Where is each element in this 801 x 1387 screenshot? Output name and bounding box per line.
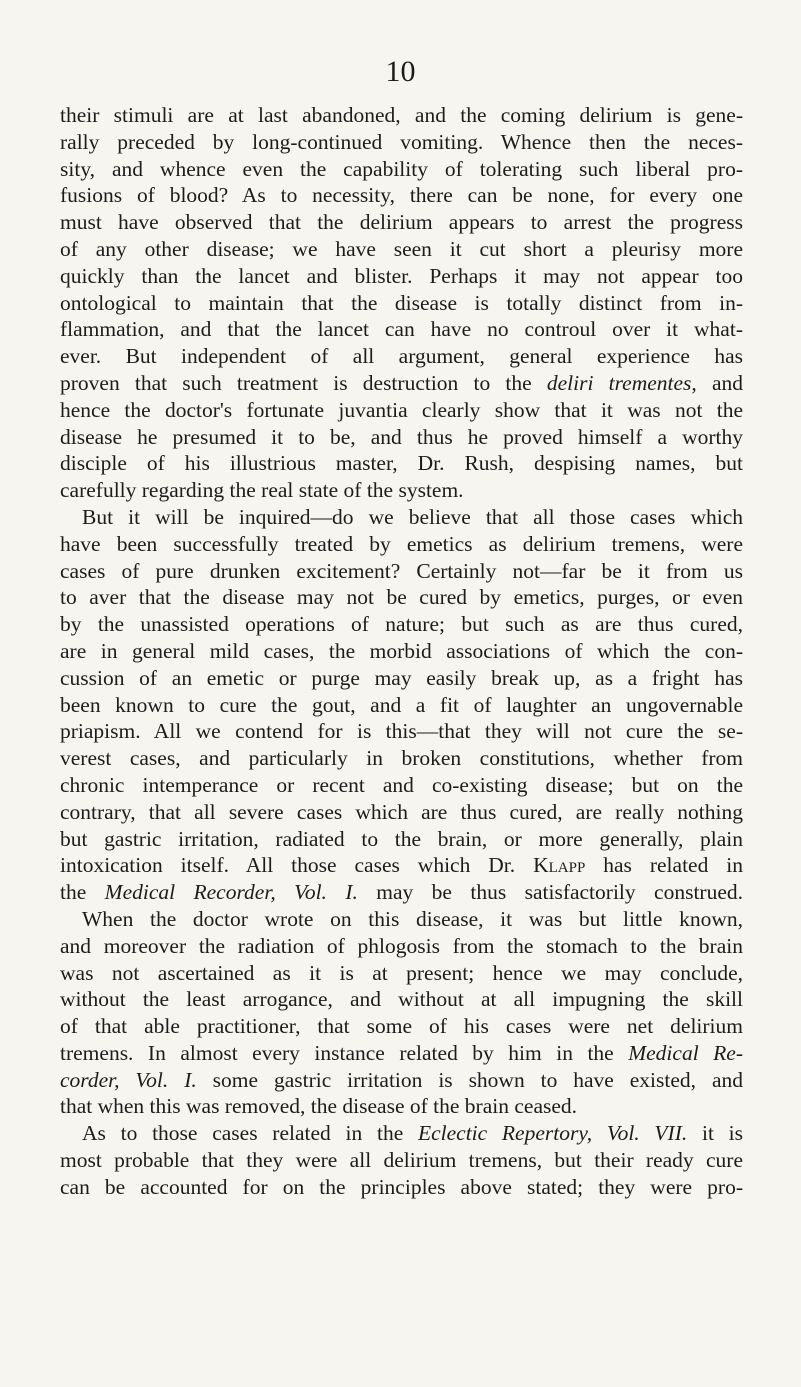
text-segment: , and [691,370,744,395]
text-line: rally preceded by long-continued vomiting. Whence then the neces- [60,129,743,154]
text-line: quickly than the lancet and blister. Perhaps it may not appear too [60,263,743,288]
text-line: verest cases, and particularly in broken constitutions, whether from [60,746,743,771]
text-segment: has related in [585,853,743,878]
text-line: When the doctor wrote on this disease, it was but little known, [82,906,743,931]
journal-citation: corder, Vol. I. [60,1067,197,1092]
text-line: contrary, that all severe cases which are thus cured, are really nothing [60,799,743,824]
text-line: to aver that the disease may not be cured by emetics, purges, or even [60,585,743,610]
text-line [60,370,743,397]
text-segment: As to those cases related in the [82,1121,418,1146]
text-line: hence the doctor's fortunate juvantia clearly show that it was not the [60,397,743,422]
text-line: by the unassisted operations of nature; but such as are thus cured, [60,612,743,637]
text-line: can be accounted for on the principles above stated; they were pro- [60,1174,743,1199]
text-line: and moreover the radiation of phlogosis from the stomach to the brain [60,933,743,958]
text-line: disciple of his illustrious master, Dr. Rush, despising names, but [60,451,743,476]
text-line: have been successfully treated by emetics as delirium tremens, were [60,531,743,556]
text-line [60,1120,743,1147]
text-line: carefully regarding the real state of the system. [60,478,464,503]
text-line: cases of pure drunken excitement? Certainly not—far be it from us [60,558,743,583]
text-line [60,879,743,906]
text-line: was not ascertained as it is at present; hence we may conclude, [60,960,743,985]
text-line: are in general mild cases, the morbid associations of which the con- [60,638,743,663]
text-segment: may be thus satisfactorily construed. [357,880,743,905]
text-segment: the [60,880,105,905]
text-line: disease he presumed it to be, and thus he proved himself a worthy [60,424,743,449]
text-line: chronic intemperance or recent and co-existing disease; but on the [60,772,743,797]
text-segment: it is [687,1121,743,1146]
author-name: Klapp [533,853,586,878]
text-segment: some gastric irritation is shown to have existed, and [196,1067,743,1092]
text-line: cussion of an emetic or purge may easily break up, as a fright has [60,665,743,690]
text-line: must have observed that the delirium appears to arrest the progress [60,210,743,235]
journal-citation: Medical Re- [628,1040,744,1065]
italic-term: deliri trementes [546,370,692,395]
text-line [60,1067,743,1094]
text-segment: intoxication itself. All those cases which Dr. [60,853,534,878]
text-line: been known to cure the gout, and a fit of laughter an ungovernable [60,692,743,717]
text-line: of that able practitioner, that some of his cases were net delirium [60,1014,743,1039]
text-line: ever. But independent of all argument, general experience has [60,344,743,369]
body-text [60,102,743,1201]
text-line: sity, and whence even the capability of tolerating such liberal pro- [60,156,743,181]
text-line [60,852,743,879]
text-line: their stimuli are at last abandoned, and the coming delirium is gene- [60,103,743,127]
text-line: But it will be inquired—do we believe that all those cases which [82,504,743,529]
journal-citation: Eclectic Repertory, Vol. VII. [417,1121,688,1146]
text-line: fusions of blood? As to necessity, there can be none, for every one [60,183,743,208]
text-line [60,1040,743,1067]
text-line: flammation, and that the lancet can have no controul over it what- [60,317,743,342]
text-segment: proven that such treatment is destruction to the [60,370,547,395]
text-line: but gastric irritation, radiated to the brain, or more generally, plain [60,826,743,851]
journal-citation: Medical Recorder, Vol. I. [104,880,358,905]
text-segment: tremens. In almost every instance related by him in the [60,1040,629,1065]
text-line: of any other disease; we have seen it cut short a pleurisy more [60,236,743,261]
text-line: that when this was removed, the disease of the brain ceased. [60,1094,578,1119]
text-line: ontological to maintain that the disease is totally distinct from in- [60,290,743,315]
page-number: 10 [385,55,416,88]
text-line: without the least arrogance, and without at all impugning the skill [60,987,743,1012]
text-line: priapism. All we contend for is this—that they will not cure the se- [60,719,743,744]
text-line: most probable that they were all delirium tremens, but their ready cure [60,1148,743,1173]
